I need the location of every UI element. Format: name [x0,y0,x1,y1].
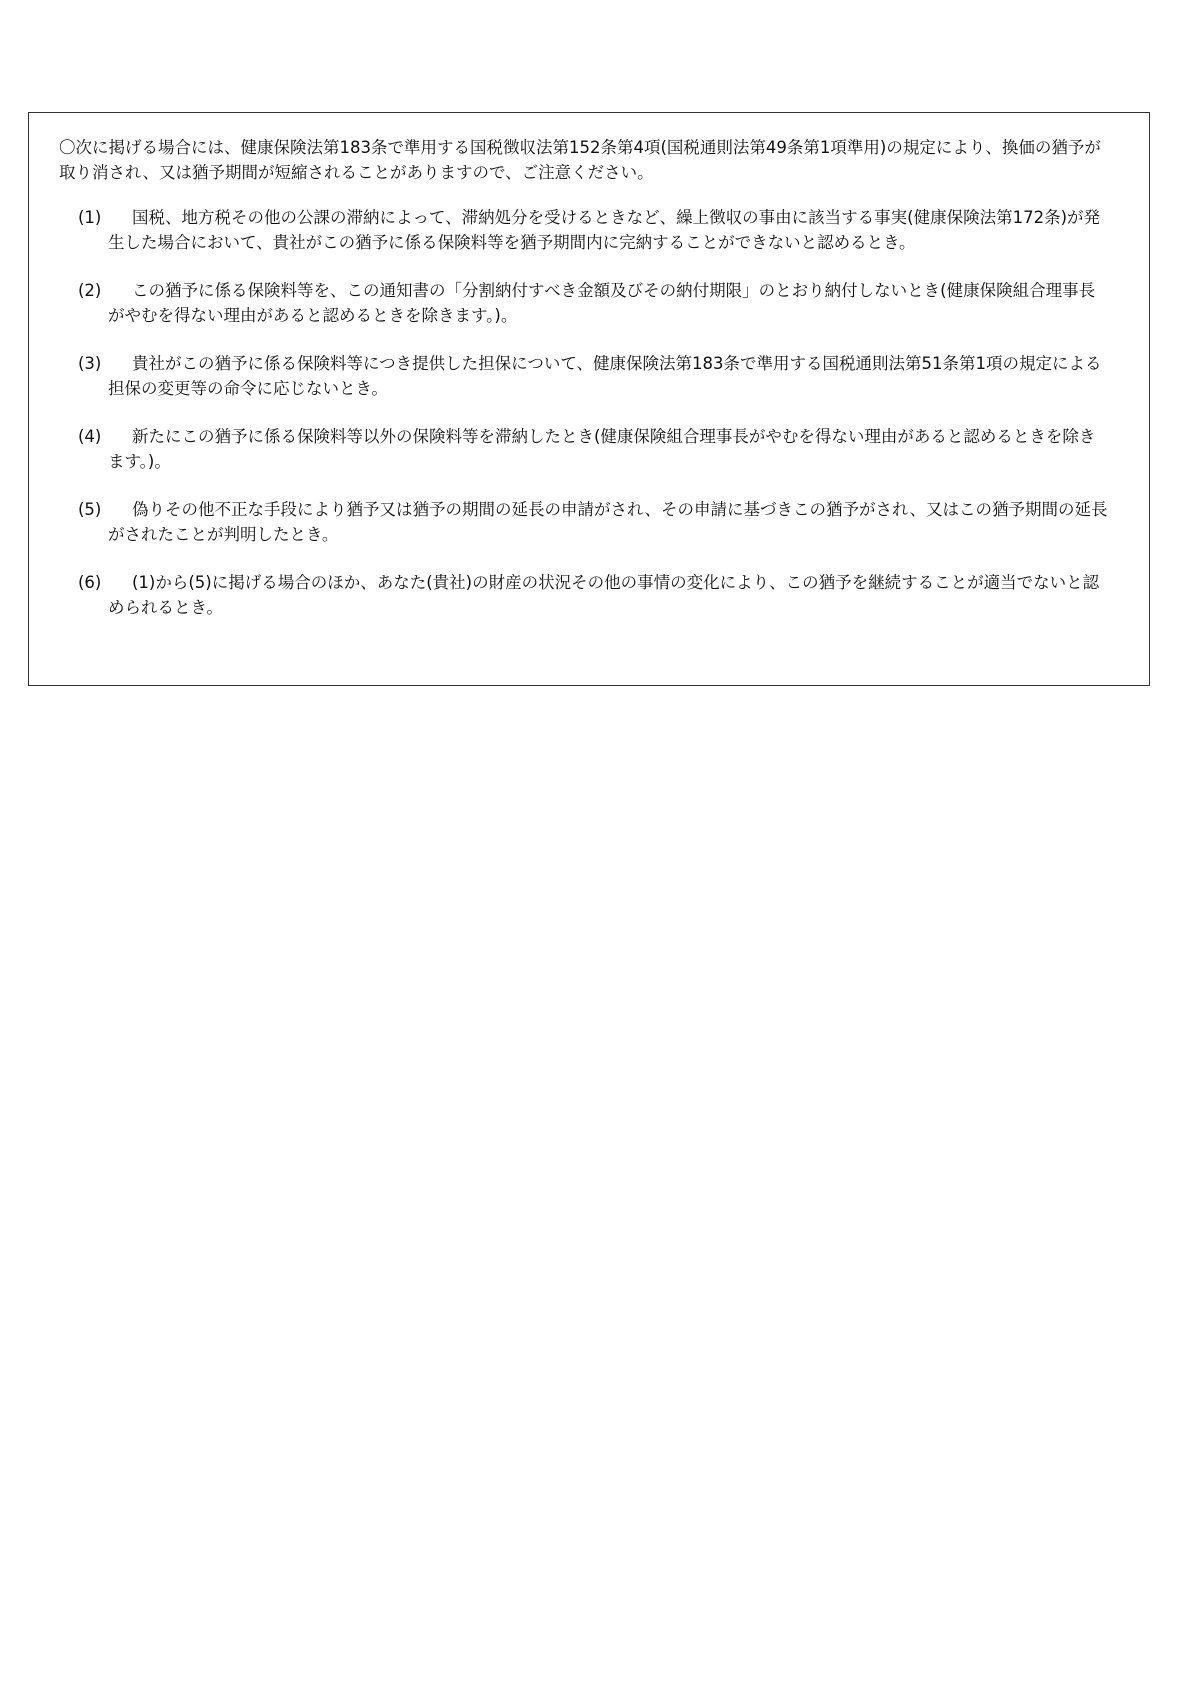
item-number: (6) [78,573,102,592]
list-item [59,205,1109,255]
item-text: 新たにこの猶予に係る保険料等以外の保険料等を滞納したとき(健康保険組合理事長がやむを得ない理由があると認めるときを除きます。)。 [108,427,1096,471]
list-item [59,351,1109,401]
item-number: (3) [78,354,102,373]
list-item [59,497,1109,547]
list-item [59,278,1109,328]
item-text: 偽りその他不正な手段により猶予又は猶予の期間の延長の申請がされ、その申請に基づきこの猶予がされ、又はこの猶予期間の延長がされたことが判明したとき。 [108,500,1108,544]
item-text: この猶予に係る保険料等を、この通知書の「分割納付すべき金額及びその納付期限」のとおり納付しないとき(健康保険組合理事長がやむを得ない理由があると認めるときを除きます。)。 [108,281,1096,325]
list-item [59,570,1109,620]
item-number: (5) [78,500,102,519]
item-text: 国税、地方税その他の公課の滞納によって、滞納処分を受けるときなど、繰上徴収の事由に該当する事実(健康保険法第172条)が発生した場合において、貴社がこの猶予に係る保険料等を猶予期間内に完納することができないと認めるとき。 [108,208,1101,252]
notice-box [28,112,1150,686]
item-text: 貴社がこの猶予に係る保険料等につき提供した担保について、健康保険法第183条で準用する国税通則法第51条第1項の規定による担保の変更等の命令に応じないとき。 [108,354,1102,398]
item-number: (4) [78,427,102,446]
item-number: (2) [78,281,102,300]
notice-intro: 〇次に掲げる場合には、健康保険法第183条で準用する国税徴収法第152条第4項(国税通則法第49条第1項準用)の規定により、換価の猶予が取り消され、又は猶予期間が短縮されることがありますので、ご注意ください。 [59,138,1101,182]
list-item [59,424,1109,474]
item-text: (1)から(5)に掲げる場合のほか、あなた(貴社)の財産の状況その他の事情の変化により、この猶予を継続することが適当でないと認められるとき。 [108,573,1100,617]
item-number: (1) [78,208,102,227]
